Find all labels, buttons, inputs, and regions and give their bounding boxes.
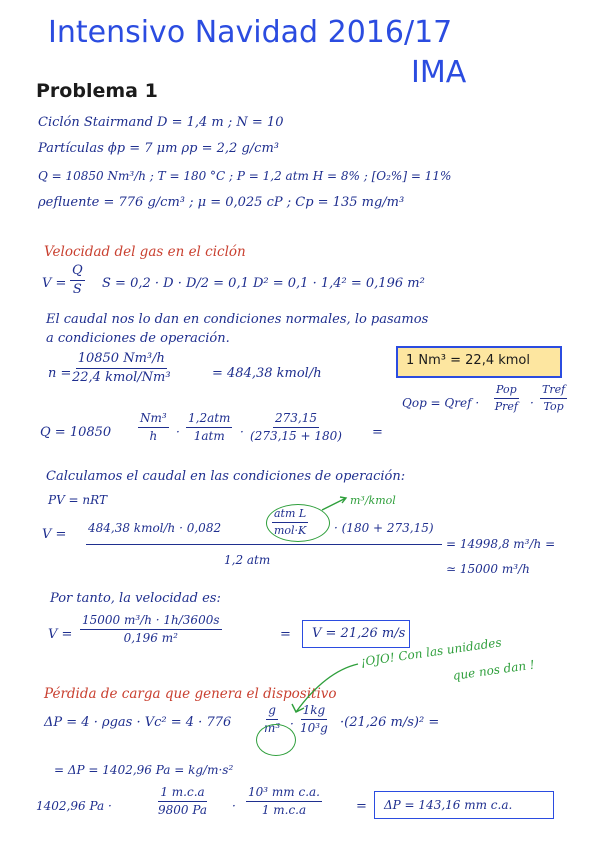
moles-fraction xyxy=(72,352,171,384)
qop-temperature-num: Tref xyxy=(540,384,567,399)
q-temperature-num: 273,15 xyxy=(273,412,319,428)
given-line-3: Q = 10850 Nm³/h ; T = 180 °C ; P = 1,2 atm H = 8% ; [O₂%] = 11% xyxy=(38,169,452,183)
pressure-drop-lhs: ΔP = 4 · ρgas · Vc² = 4 · 776 xyxy=(44,715,232,730)
moles-lhs: n = xyxy=(48,366,72,381)
conversion-2-den: 1 m.c.a xyxy=(261,802,307,817)
page-title: Intensivo Navidad 2016/17 xyxy=(48,15,453,50)
pressure-density-num: g xyxy=(266,704,278,720)
q-unit-num: Nm³ xyxy=(138,412,169,428)
conversion-1-num: 1 m.c.a xyxy=(158,786,206,802)
moles-denominator: 22,4 kmol/Nm³ xyxy=(72,369,171,385)
velocity-lhs: V = xyxy=(42,276,67,291)
warning-line-2: que nos dan ! xyxy=(451,657,536,683)
operating-flow-heading: Calculamos el caudal en las condiciones de operación: xyxy=(46,469,406,484)
problem-label: Problema 1 xyxy=(36,80,158,102)
q-conversion-unit-fraction xyxy=(138,412,169,442)
velocity-result-num: 15000 m³/h · 1h/3600s xyxy=(80,614,222,630)
pressure-mass-den: 10³g xyxy=(300,720,328,735)
given-line-4: ρefluente = 776 g/cm³ ; μ = 0,025 cP ; Cp = 135 mg/m³ xyxy=(38,195,405,210)
ideal-gas-law: PV = nRT xyxy=(48,493,107,507)
pressure-drop-result: = ΔP = 1402,96 Pa = kg/m·s² xyxy=(54,763,234,777)
warning-line-1: ¡OJO! Con las unidades xyxy=(359,635,503,669)
note-line-2: a condiciones de operación. xyxy=(46,331,230,346)
operating-flow-num-2: · (180 + 273,15) xyxy=(334,521,434,535)
q-conversion-lhs: Q = 10850 xyxy=(40,425,112,440)
qop-temperature-fraction xyxy=(540,384,567,412)
given-line-2: Partículas ϕp = 7 μm ρp = 2,2 g/cm³ xyxy=(38,141,279,156)
velocity-result-lhs: V = xyxy=(48,627,73,642)
velocity-result-equals: = xyxy=(280,627,291,642)
page-subtitle: IMA xyxy=(411,55,467,90)
operating-flow-result-1: = 14998,8 m³/h = xyxy=(446,537,556,551)
conversion-2-num: 10³ mm c.a. xyxy=(246,786,322,802)
qop-dot: · xyxy=(530,396,534,410)
pressure-dot-1: · xyxy=(290,717,294,731)
q-pressure-den: 1atm xyxy=(193,428,225,443)
qop-pressure-den: Pref xyxy=(494,399,518,413)
operating-flow-result-2: ≃ 15000 m³/h xyxy=(446,562,530,576)
pressure-density-den: m³ xyxy=(264,720,281,735)
gas-constant-unit-den: mol·K xyxy=(273,523,307,537)
units-annotation: m³/kmol xyxy=(350,494,396,507)
conversion-equals: = xyxy=(356,799,367,814)
qop-lhs: Qop = Qref · xyxy=(402,396,480,410)
velocity-fraction xyxy=(70,264,85,296)
conversion-fraction-1 xyxy=(158,786,207,816)
section-heading-velocity: Velocidad del gas en el ciclón xyxy=(44,244,246,260)
velocity-numerator: Q xyxy=(70,264,85,281)
velocity-denominator: S xyxy=(72,281,82,297)
pressure-drop-final: ΔP = 143,16 mm c.a. xyxy=(384,798,513,812)
q-pressure-fraction xyxy=(186,412,232,442)
operating-flow-num-1: 484,38 kmol/h · 0,082 xyxy=(88,521,222,535)
velocity-result-den: 0,196 m² xyxy=(123,630,178,645)
note-line-1: El caudal nos lo dan en condiciones normales, lo pasamos xyxy=(46,312,429,327)
q-temperature-den: (273,15 + 180) xyxy=(250,428,342,443)
q-conversion-equals: = xyxy=(372,425,383,440)
conversion-1-den: 9800 Pa xyxy=(158,802,208,817)
q-pressure-num: 1,2atm xyxy=(186,412,232,428)
operating-flow-fraction-bar xyxy=(86,544,442,545)
pressure-drop-tail: ·(21,26 m/s)² = xyxy=(340,715,440,730)
q-unit-den: h xyxy=(149,428,158,443)
moles-numerator: 10850 Nm³/h xyxy=(76,352,167,369)
operating-flow-den: 1,2 atm xyxy=(224,553,271,567)
conversion-fraction-2 xyxy=(246,786,322,816)
conversion-dot: · xyxy=(232,799,236,813)
q-dot-2: · xyxy=(240,425,244,439)
normal-volume-text: 1 Nm³ = 22,4 kmol xyxy=(406,353,530,368)
q-dot-1: · xyxy=(176,425,180,439)
area-equation: S = 0,2 · D · D/2 = 0,1 D² = 0,1 · 1,4² = 0,196 m² xyxy=(102,276,425,291)
velocity-result-fraction xyxy=(80,614,222,644)
qop-pressure-num: Pop xyxy=(494,384,519,399)
q-temperature-fraction xyxy=(250,412,342,442)
operating-flow-lhs: V = xyxy=(42,527,67,542)
pressure-mass-num: 1kg xyxy=(301,704,328,720)
gas-constant-unit-num: atm L xyxy=(272,508,308,523)
given-line-1: Ciclón Stairmand D = 1,4 m ; N = 10 xyxy=(38,115,284,130)
conversion-lhs: 1402,96 Pa · xyxy=(36,799,112,813)
velocity-result-heading: Por tanto, la velocidad es: xyxy=(50,591,221,606)
velocity-result-value: V = 21,26 m/s xyxy=(312,626,406,641)
pressure-mass-fraction xyxy=(300,704,328,734)
arrow-annotation-icon xyxy=(320,494,350,514)
qop-temperature-den: Top xyxy=(543,399,564,413)
qop-pressure-fraction xyxy=(494,384,519,412)
section-heading-pressure-drop: Pérdida de carga que genera el dispositivo xyxy=(44,686,337,702)
moles-result: = 484,38 kmol/h xyxy=(212,366,322,381)
